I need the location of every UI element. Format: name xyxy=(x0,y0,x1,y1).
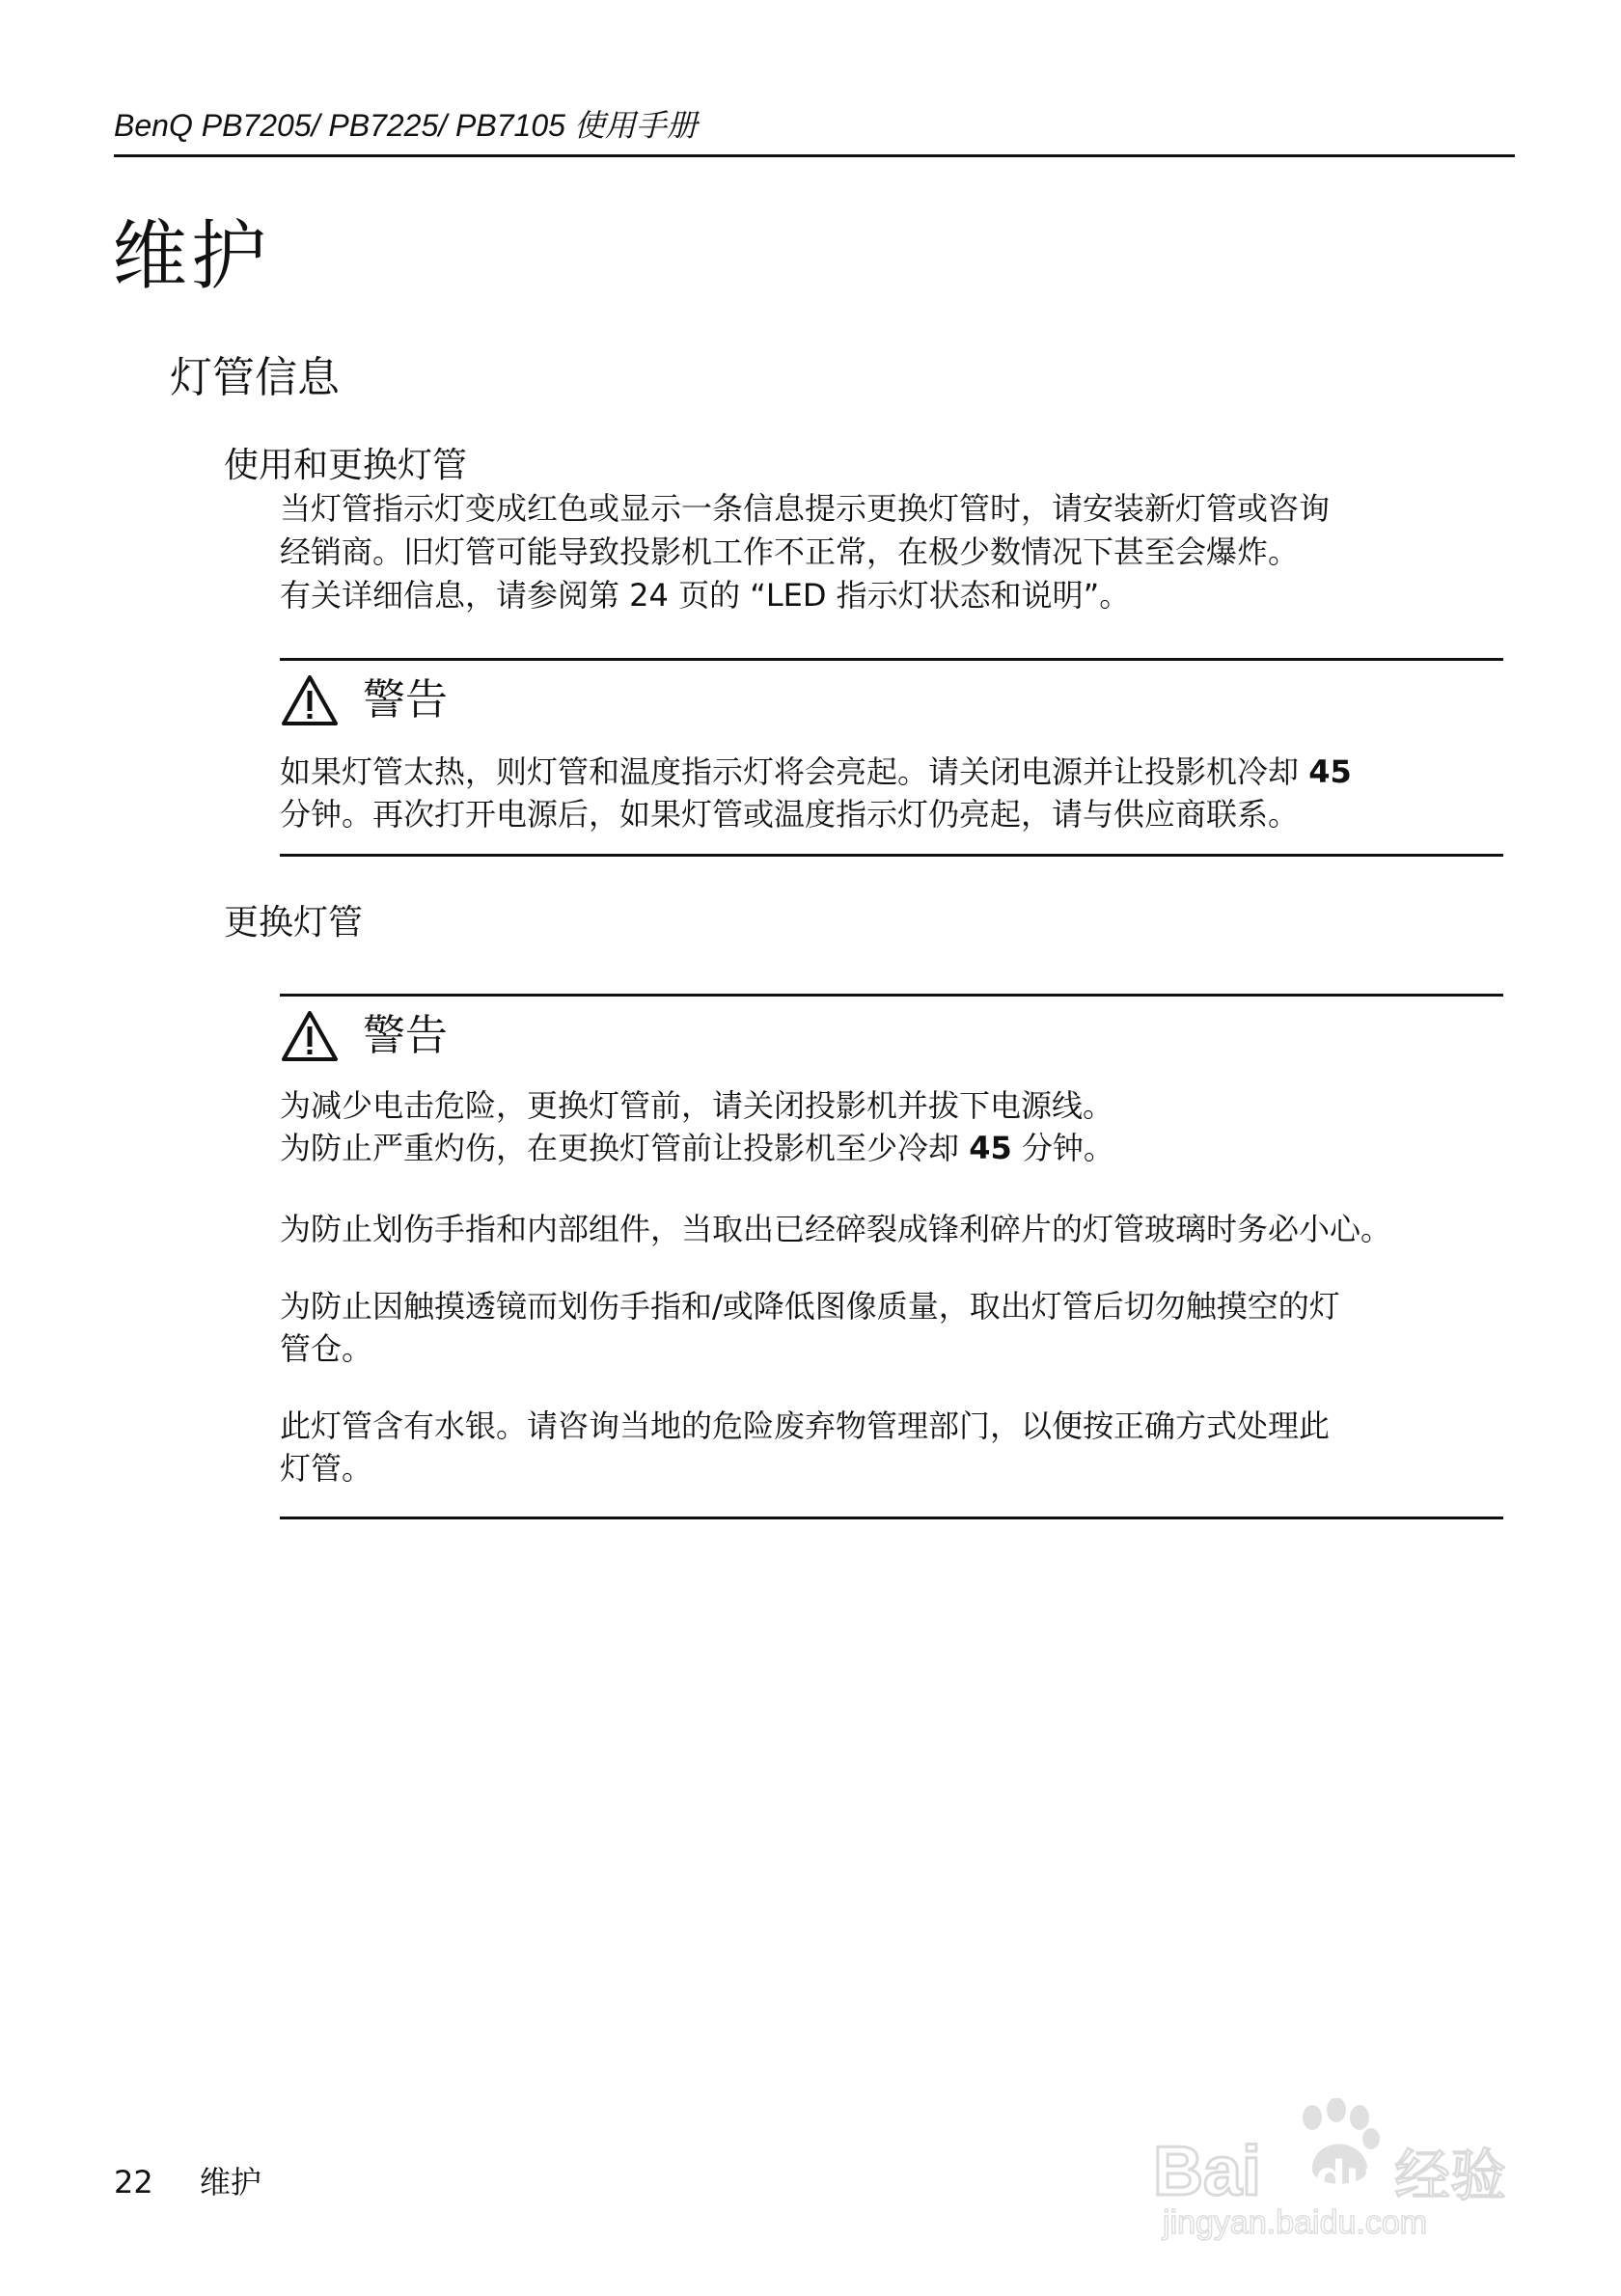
svg-text:du: du xyxy=(1315,2150,1377,2206)
svg-text:jingyan.baidu.com: jingyan.baidu.com xyxy=(1163,2204,1428,2241)
warning-line: 灯管。 xyxy=(280,1450,373,1487)
warning-line xyxy=(280,1127,1515,1169)
warning-heading xyxy=(280,1005,448,1067)
warning-bottom-rule xyxy=(280,1517,1503,1519)
warning-top-rule xyxy=(280,658,1503,661)
svg-text:Bai: Bai xyxy=(1153,2133,1262,2210)
warning-number: 45 xyxy=(1308,753,1352,790)
warning-line: 管仓。 xyxy=(280,1330,373,1367)
usage-subtitle: 使用和更换灯管 xyxy=(224,446,468,485)
warning-top-rule xyxy=(280,994,1503,997)
warning-number: 45 xyxy=(969,1130,1012,1166)
page-number: 22 xyxy=(114,2164,153,2200)
footer-chapter: 维护 xyxy=(199,2164,261,2200)
usage-line: 当灯管指示灯变成红色或显示一条信息提示更换灯管时，请安装新灯管或咨询 xyxy=(280,490,1331,527)
warning-line: 此灯管含有水银。请咨询当地的危险废弃物管理部门，以便按正确方式处理此 xyxy=(280,1408,1331,1444)
warning-text: 如果灯管太热，则灯管和温度指示灯将会亮起。请关闭电源并让投影机冷却 xyxy=(280,753,1309,790)
usage-line: 有关详细信息，请参阅第 24 页的 “LED 指示灯状态和说明”。 xyxy=(280,577,1131,614)
warning-body xyxy=(280,751,1515,835)
usage-line: 经销商。旧灯管可能导致投影机工作不正常，在极少数情况下甚至会爆炸。 xyxy=(280,533,1300,570)
warning-body xyxy=(280,1084,1515,1490)
replace-subtitle: 更换灯管 xyxy=(224,903,364,943)
warning-line: 分钟。再次打开电源后，如果灯管或温度指示灯仍亮起，请与供应商联系。 xyxy=(280,796,1300,833)
warning-label: 警告 xyxy=(363,675,448,724)
warning-line: 为减少电击危险，更换灯管前，请关闭投影机并拔下电源线。 xyxy=(280,1087,1114,1124)
section-title: 灯管信息 xyxy=(170,353,340,402)
warning-heading xyxy=(280,670,448,731)
warning-triangle-icon xyxy=(280,1009,340,1063)
warning-label: 警告 xyxy=(363,1011,448,1060)
warning-line: 为防止划伤手指和内部组件，当取出已经碎裂成锋利碎片的灯管玻璃时务必小心。 xyxy=(280,1211,1392,1247)
baidu-jingyan-logo xyxy=(1153,2098,1539,2243)
running-header xyxy=(114,102,1515,157)
running-header-title: BenQ PB7205/ PB7225/ PB7105 使用手册 xyxy=(114,108,698,143)
warning-text: 为防止严重灼伤，在更换灯管前让投影机至少冷却 xyxy=(280,1130,970,1166)
warning-bottom-rule xyxy=(280,854,1503,857)
svg-text:经验: 经验 xyxy=(1394,2143,1507,2208)
warning-line: 为防止因触摸透镜而划伤手指和/或降低图像质量，取出灯管后切勿触摸空的灯 xyxy=(280,1288,1340,1325)
chapter-title: 维护 xyxy=(112,213,271,300)
warning-text: 分钟。 xyxy=(1011,1130,1114,1166)
page-footer xyxy=(114,2161,261,2203)
warning-line xyxy=(280,751,1515,793)
usage-paragraph xyxy=(280,487,1515,617)
warning-triangle-icon xyxy=(280,673,340,727)
